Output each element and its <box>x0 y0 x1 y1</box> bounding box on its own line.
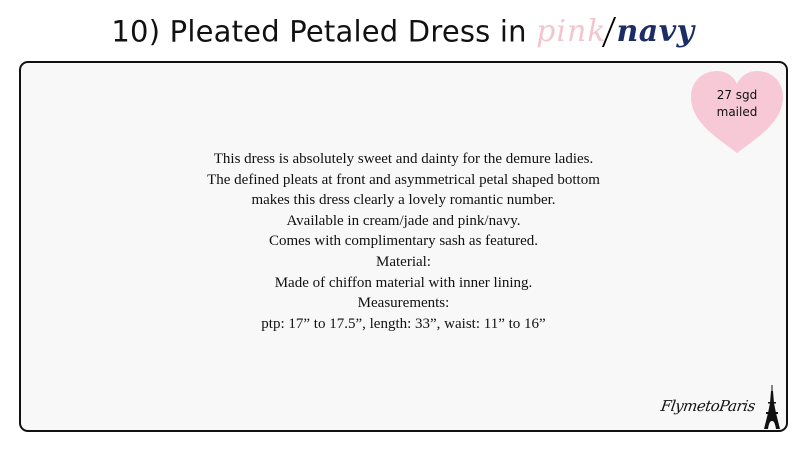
eiffel-tower-icon <box>763 385 781 429</box>
description-line: Made of chiffon material with inner lining. <box>274 274 533 291</box>
description-line: Comes with complimentary sash as featured. <box>268 233 539 250</box>
material-heading: Material: <box>376 253 431 270</box>
price-shipping: mailed <box>716 105 758 119</box>
description-line: Available in cream/jade and pink/navy. <box>286 212 521 229</box>
price-text <box>689 87 785 121</box>
title-text: 10) Pleated Petaled Dress in <box>111 14 537 49</box>
product-card <box>19 61 788 432</box>
description-line: This dress is absolutely sweet and dainty for the demure ladies. <box>213 151 594 167</box>
measurements-heading: Measurements: <box>357 295 450 312</box>
description-line: The defined pleats at front and asymmetrical petal shaped bottom <box>207 171 600 188</box>
page-title <box>0 14 806 58</box>
brand-logo <box>661 385 781 429</box>
description-line: makes this dress clearly a lovely romantic number. <box>251 192 556 209</box>
title-color-navy: navy <box>616 14 695 49</box>
price-amount: 27 sgd <box>716 88 758 102</box>
product-description <box>21 149 786 334</box>
price-badge <box>689 69 785 155</box>
measurements-line: ptp: 17” to 17.5”, length: 33”, waist: 11” to 16” <box>261 315 546 332</box>
brand-logo-text: FlymetoParis <box>659 397 757 415</box>
title-color-pink: pink <box>536 14 607 49</box>
